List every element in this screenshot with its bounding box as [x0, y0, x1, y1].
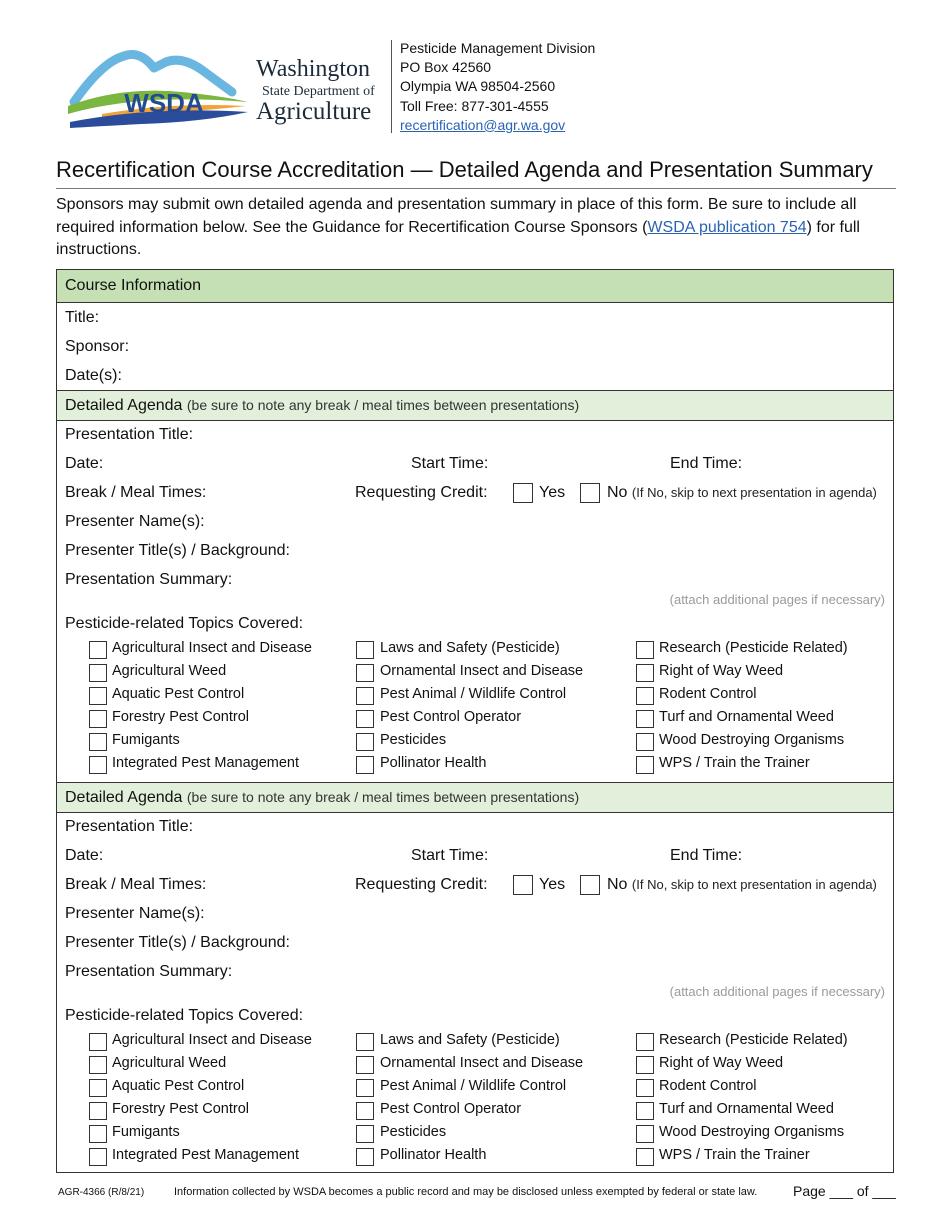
topic-checkbox[interactable]	[636, 687, 654, 705]
topics-covered-label: Pesticide-related Topics Covered:	[65, 615, 304, 632]
topic-label: Integrated Pest Management	[112, 1147, 300, 1163]
topic-checkbox[interactable]	[636, 733, 654, 751]
topic-label: Research (Pesticide Related)	[659, 640, 848, 656]
header-divider	[391, 40, 392, 133]
topic-label: Pest Control Operator	[380, 709, 522, 725]
topic-checkbox[interactable]	[356, 1125, 374, 1143]
topic-checkbox[interactable]	[356, 664, 374, 682]
logo-line-1: Washington	[256, 56, 371, 82]
topic-label: Turf and Ornamental Weed	[659, 1101, 834, 1117]
course-info-heading-text: Course Information	[65, 277, 202, 294]
agenda-heading-2	[57, 782, 893, 813]
presentation-title-label: Presentation Title:	[65, 818, 194, 835]
agenda-heading-note: (be sure to note any break / meal times between presentations)	[186, 397, 580, 413]
title-rule	[56, 188, 896, 189]
logo-line-3: Agriculture	[256, 98, 372, 125]
topic-label: WPS / Train the Trainer	[659, 755, 810, 771]
requesting-credit-label: Requesting Credit:	[355, 876, 488, 893]
topic-checkbox[interactable]	[89, 710, 107, 728]
topic-checkbox[interactable]	[89, 1102, 107, 1120]
topic-label: WPS / Train the Trainer	[659, 1147, 810, 1163]
topic-label: Agricultural Weed	[112, 1055, 227, 1071]
topic-checkbox[interactable]	[636, 1102, 654, 1120]
course-sponsor-label: Sponsor:	[65, 338, 130, 355]
start-time-label: Start Time:	[411, 455, 489, 472]
topic-label: Ornamental Insect and Disease	[380, 1055, 584, 1071]
presenter-title-label: Presenter Title(s) / Background:	[65, 542, 290, 559]
intro-text-after: ) for full instructions.	[56, 218, 860, 258]
page-number-field: Page ___ of ___	[793, 1183, 896, 1199]
topic-label: Agricultural Insect and Disease	[112, 1032, 312, 1048]
topic-checkbox[interactable]	[89, 733, 107, 751]
topic-checkbox[interactable]	[89, 1033, 107, 1051]
address-line-pobox: PO Box 42560	[400, 59, 492, 76]
topic-label: Pest Control Operator	[380, 1101, 522, 1117]
topic-checkbox[interactable]	[356, 1056, 374, 1074]
address-line-phone: Toll Free: 877-301-4555	[400, 97, 549, 114]
agenda-heading-note: (be sure to note any break / meal times between presentations)	[186, 789, 580, 805]
credit-yes-checkbox[interactable]	[513, 875, 533, 895]
topic-checkbox[interactable]	[636, 710, 654, 728]
topic-label: Turf and Ornamental Weed	[659, 709, 834, 725]
break-meal-label: Break / Meal Times:	[65, 484, 207, 501]
agenda-heading-1	[57, 390, 893, 421]
topic-checkbox[interactable]	[89, 756, 107, 774]
topic-checkbox[interactable]	[356, 1079, 374, 1097]
topic-label: Wood Destroying Organisms	[659, 732, 845, 748]
topic-checkbox[interactable]	[356, 1033, 374, 1051]
topic-label: Pollinator Health	[380, 755, 487, 771]
start-time-label: Start Time:	[411, 847, 489, 864]
credit-no-checkbox[interactable]	[580, 875, 600, 895]
topic-checkbox[interactable]	[356, 687, 374, 705]
form-code: AGR-4366 (R/8/21)	[58, 1187, 145, 1198]
topic-checkbox[interactable]	[89, 641, 107, 659]
topic-checkbox[interactable]	[636, 1148, 654, 1166]
requesting-credit-label: Requesting Credit:	[355, 484, 488, 501]
break-meal-label: Break / Meal Times:	[65, 876, 207, 893]
topic-checkbox[interactable]	[636, 1125, 654, 1143]
topic-label: Forestry Pest Control	[112, 709, 249, 725]
topic-label: Forestry Pest Control	[112, 1101, 249, 1117]
presentation-title-label: Presentation Title:	[65, 426, 194, 443]
topic-label: Pesticides	[380, 1124, 447, 1140]
presentation-summary-label: Presentation Summary:	[65, 963, 233, 980]
topic-label: Ornamental Insect and Disease	[380, 663, 584, 679]
topic-checkbox[interactable]	[636, 1056, 654, 1074]
topics-covered-label: Pesticide-related Topics Covered:	[65, 1007, 304, 1024]
mountain-logo-icon	[62, 40, 382, 130]
topic-label: Pest Animal / Wildlife Control	[380, 1078, 567, 1094]
topic-checkbox[interactable]	[636, 641, 654, 659]
agenda-heading-text: Detailed Agenda	[65, 397, 183, 414]
logo-line-2: State Department of	[262, 84, 375, 99]
topic-checkbox[interactable]	[89, 1148, 107, 1166]
address-block	[400, 39, 595, 135]
credit-yes-label: Yes	[539, 484, 566, 501]
credit-no-note: (If No, skip to next presentation in agenda)	[631, 485, 877, 500]
credit-no-checkbox[interactable]	[580, 483, 600, 503]
topic-checkbox[interactable]	[89, 1056, 107, 1074]
presenter-names-label: Presenter Name(s):	[65, 905, 205, 922]
public-record-disclaimer: Information collected by WSDA becomes a public record and may be disclosed unless exempted by federal or state law.	[174, 1186, 758, 1198]
topic-checkbox[interactable]	[356, 710, 374, 728]
credit-no-text: No	[607, 484, 628, 501]
date-label: Date:	[65, 847, 104, 864]
topic-label: Research (Pesticide Related)	[659, 1032, 848, 1048]
credit-no-text: No	[607, 876, 628, 893]
wsda-logo	[62, 40, 382, 130]
agenda-heading-text: Detailed Agenda	[65, 789, 183, 806]
topic-label: Aquatic Pest Control	[112, 686, 245, 702]
topic-checkbox[interactable]	[636, 664, 654, 682]
topic-label: Wood Destroying Organisms	[659, 1124, 845, 1140]
intro-text-before: Sponsors may submit own detailed agenda and presentation summary in place of this form. Be sure to include all required information below. See the Guidance for Recertification Course Sponsors (	[56, 196, 857, 236]
address-line-city: Olympia WA 98504-2560	[400, 78, 556, 95]
credit-no-note: (If No, skip to next presentation in agenda)	[631, 877, 877, 892]
topic-label: Integrated Pest Management	[112, 755, 300, 771]
presentation-summary-label: Presentation Summary:	[65, 571, 233, 588]
topic-checkbox[interactable]	[356, 641, 374, 659]
topic-checkbox[interactable]	[89, 1125, 107, 1143]
credit-yes-label: Yes	[539, 876, 566, 893]
topic-label: Fumigants	[112, 732, 180, 748]
topic-label: Right of Way Weed	[659, 1055, 784, 1071]
presenter-names-label: Presenter Name(s):	[65, 513, 205, 530]
topic-label: Agricultural Weed	[112, 663, 227, 679]
credit-yes-checkbox[interactable]	[513, 483, 533, 503]
accreditation-form	[56, 269, 894, 1173]
presenter-title-label: Presenter Title(s) / Background:	[65, 934, 290, 951]
address-line-division: Pesticide Management Division	[400, 40, 596, 56]
topic-checkbox[interactable]	[356, 1102, 374, 1120]
topic-label: Laws and Safety (Pesticide)	[380, 640, 560, 656]
credit-no-label	[607, 484, 877, 502]
topic-checkbox[interactable]	[636, 756, 654, 774]
topic-label: Aquatic Pest Control	[112, 1078, 245, 1094]
intro-paragraph	[56, 194, 906, 262]
topic-label: Agricultural Insect and Disease	[112, 640, 312, 656]
course-dates-label: Date(s):	[65, 367, 122, 384]
topic-label: Rodent Control	[659, 1078, 757, 1094]
logo-abbr: WSDA	[124, 88, 204, 118]
end-time-label: End Time:	[670, 455, 743, 472]
date-label: Date:	[65, 455, 104, 472]
topic-label: Pest Animal / Wildlife Control	[380, 686, 567, 702]
topic-label: Right of Way Weed	[659, 663, 784, 679]
attach-pages-note: (attach additional pages if necessary)	[669, 592, 885, 607]
topic-label: Rodent Control	[659, 686, 757, 702]
credit-no-label	[607, 876, 877, 894]
topic-label: Pollinator Health	[380, 1147, 487, 1163]
topic-checkbox[interactable]	[356, 1148, 374, 1166]
topic-checkbox[interactable]	[89, 687, 107, 705]
topic-checkbox[interactable]	[89, 1079, 107, 1097]
topic-label: Laws and Safety (Pesticide)	[380, 1032, 560, 1048]
publication-754-link[interactable]: WSDA publication 754	[647, 218, 807, 236]
page-title: Recertification Course Accreditation — Detailed Agenda and Presentation Summary	[56, 157, 873, 182]
topic-checkbox[interactable]	[356, 733, 374, 751]
course-title-label: Title:	[65, 309, 100, 326]
course-info-heading	[57, 270, 893, 303]
topic-checkbox[interactable]	[636, 1079, 654, 1097]
attach-pages-note: (attach additional pages if necessary)	[669, 984, 885, 999]
topic-checkbox[interactable]	[89, 664, 107, 682]
topic-checkbox[interactable]	[636, 1033, 654, 1051]
end-time-label: End Time:	[670, 847, 743, 864]
topic-label: Pesticides	[380, 732, 447, 748]
email-link[interactable]: recertification@agr.wa.gov	[400, 116, 566, 133]
topic-label: Fumigants	[112, 1124, 180, 1140]
topic-checkbox[interactable]	[356, 756, 374, 774]
